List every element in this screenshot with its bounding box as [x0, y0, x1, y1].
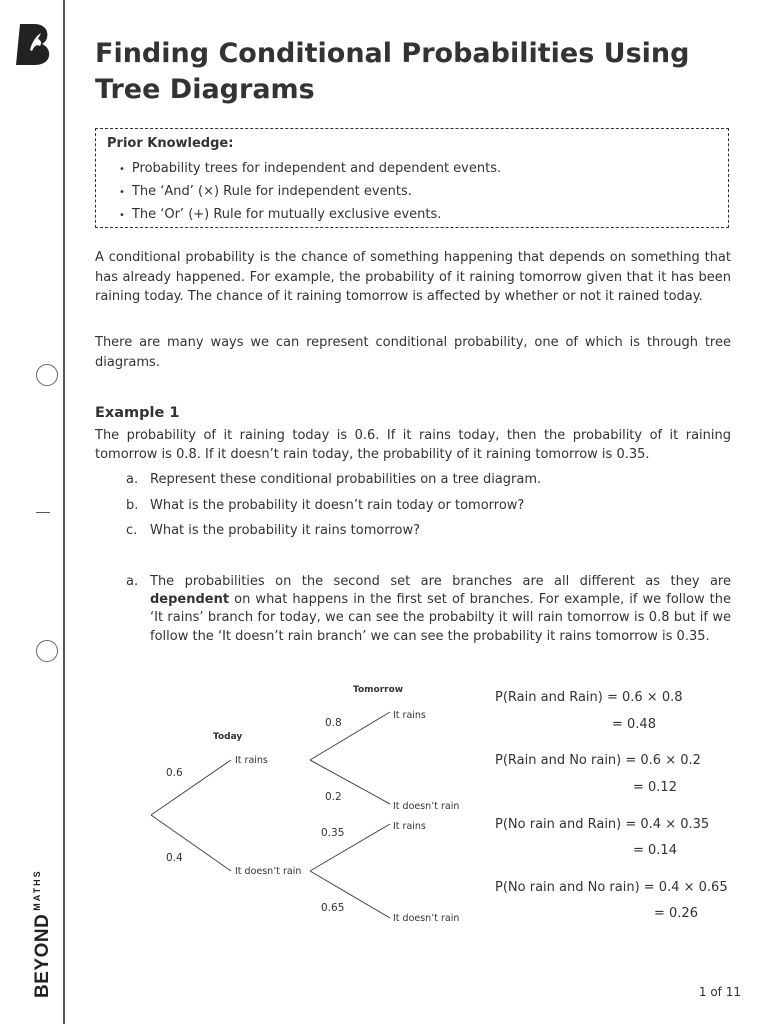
- answer-a: [126, 573, 731, 646]
- outcome-label: It rains: [393, 710, 426, 721]
- question-text: What is the probability it rains tomorrow?: [150, 523, 421, 538]
- branch-today-no-rain: [151, 815, 231, 871]
- answer-text: [150, 573, 731, 646]
- fold-mark: [36, 512, 50, 513]
- question-text: What is the probability it doesn’t rain today or tomorrow?: [150, 497, 525, 513]
- question-item: [126, 467, 731, 493]
- prob-label: 0.4: [166, 852, 183, 864]
- binder-hole: [36, 640, 58, 662]
- list-item: • Probability trees for independent and dependent events.: [119, 158, 717, 181]
- answer-text-start: The probabilities on the second set are branches are all different as they are: [150, 574, 731, 589]
- question-list: [126, 467, 731, 544]
- question-letter: c.: [126, 523, 138, 538]
- question-letter: b.: [126, 497, 139, 513]
- answer-text-end: on what happens in the first set of branches. For example, if we follow the ‘It rains’ branch for today, we can see the probabilty it will rain tomorrow is 0.8 but if we follow the ‘It doesn’t rain branch’ we can see the probability it rains tomorrow is 0.35.: [150, 592, 731, 644]
- calc-result: = 0.26: [654, 906, 698, 921]
- question-text: Represent these conditional probabilities on a tree diagram.: [150, 472, 542, 487]
- prior-knowledge-list: [107, 158, 717, 227]
- branch-rain-rain: [310, 712, 390, 760]
- outcome-label: It rains: [235, 755, 268, 766]
- question-letter: a.: [126, 472, 139, 487]
- outcome-label: It doesn’t rain: [393, 913, 460, 924]
- beyond-logo-icon: [14, 22, 52, 66]
- outcome-label: It rains: [393, 821, 426, 832]
- margin-rule: [63, 0, 65, 1024]
- prob-label: 0.2: [325, 791, 342, 803]
- title-line-2: Tree Diagrams: [95, 74, 315, 105]
- calc-result: = 0.14: [633, 843, 677, 858]
- intro-paragraph: A conditional probability is the chance of something happening that depends on something that has already happened. For example, the probability of it raining tomorrow given that it has been raining today. The chance of it raining tomorrow is affected by whether or not it rained today.: [95, 250, 731, 304]
- question-item: [126, 518, 731, 544]
- brand-maths: MATHS: [32, 869, 42, 911]
- page-title: [95, 36, 735, 108]
- calc-expression: P(Rain and No rain) = 0.6 × 0.2: [495, 753, 701, 768]
- prob-label: 0.8: [325, 717, 342, 729]
- outcome-label: It doesn’t rain: [235, 866, 302, 877]
- answer-letter: a.: [126, 574, 139, 589]
- calc-result: = 0.12: [633, 780, 677, 795]
- calc-expression: P(Rain and Rain) = 0.6 × 0.8: [495, 690, 683, 705]
- outcome-label: It doesn’t rain: [393, 801, 460, 812]
- branch-rain-no-rain: [310, 760, 390, 804]
- example-text: The probability of it raining today is 0.6. If it rains today, then the probability of it raining tomorrow is 0.8. If it doesn’t rain today, the probability of it raining tomorrow is 0.35.: [95, 428, 731, 462]
- answer-bold-term: dependent: [150, 592, 230, 608]
- brand-wordmark: [6, 860, 56, 1000]
- question-item: [126, 493, 731, 519]
- prob-label: 0.6: [166, 767, 183, 779]
- prior-knowledge-heading: Prior Knowledge:: [107, 136, 234, 151]
- list-item: • The ‘And’ (×) Rule for independent events.: [119, 181, 717, 204]
- brand-beyond: BEYOND: [32, 913, 53, 998]
- prob-label: 0.35: [321, 827, 345, 839]
- prob-label: 0.65: [321, 902, 345, 914]
- intro-paragraph-2: There are many ways we can represent conditional probability, one of which is through tree diagrams.: [95, 335, 731, 370]
- title-line-1: Finding Conditional Probabilities Using: [95, 38, 690, 69]
- list-item: • The ‘Or’ (+) Rule for mutually exclusive events.: [119, 204, 717, 227]
- calc-result: = 0.48: [612, 717, 656, 732]
- branch-today-rain: [151, 760, 231, 815]
- example-heading: Example 1: [95, 405, 180, 421]
- tree-header-today: Today: [213, 732, 243, 742]
- tree-header-tomorrow: Tomorrow: [353, 685, 404, 695]
- page-number: 1 of 11: [698, 985, 741, 999]
- calc-expression: P(No rain and No rain) = 0.4 × 0.65: [495, 880, 728, 895]
- tree-diagram: [140, 676, 480, 936]
- prior-knowledge-box: [95, 128, 729, 228]
- binder-hole: [36, 364, 58, 386]
- calc-expression: P(No rain and Rain) = 0.4 × 0.35: [495, 817, 710, 832]
